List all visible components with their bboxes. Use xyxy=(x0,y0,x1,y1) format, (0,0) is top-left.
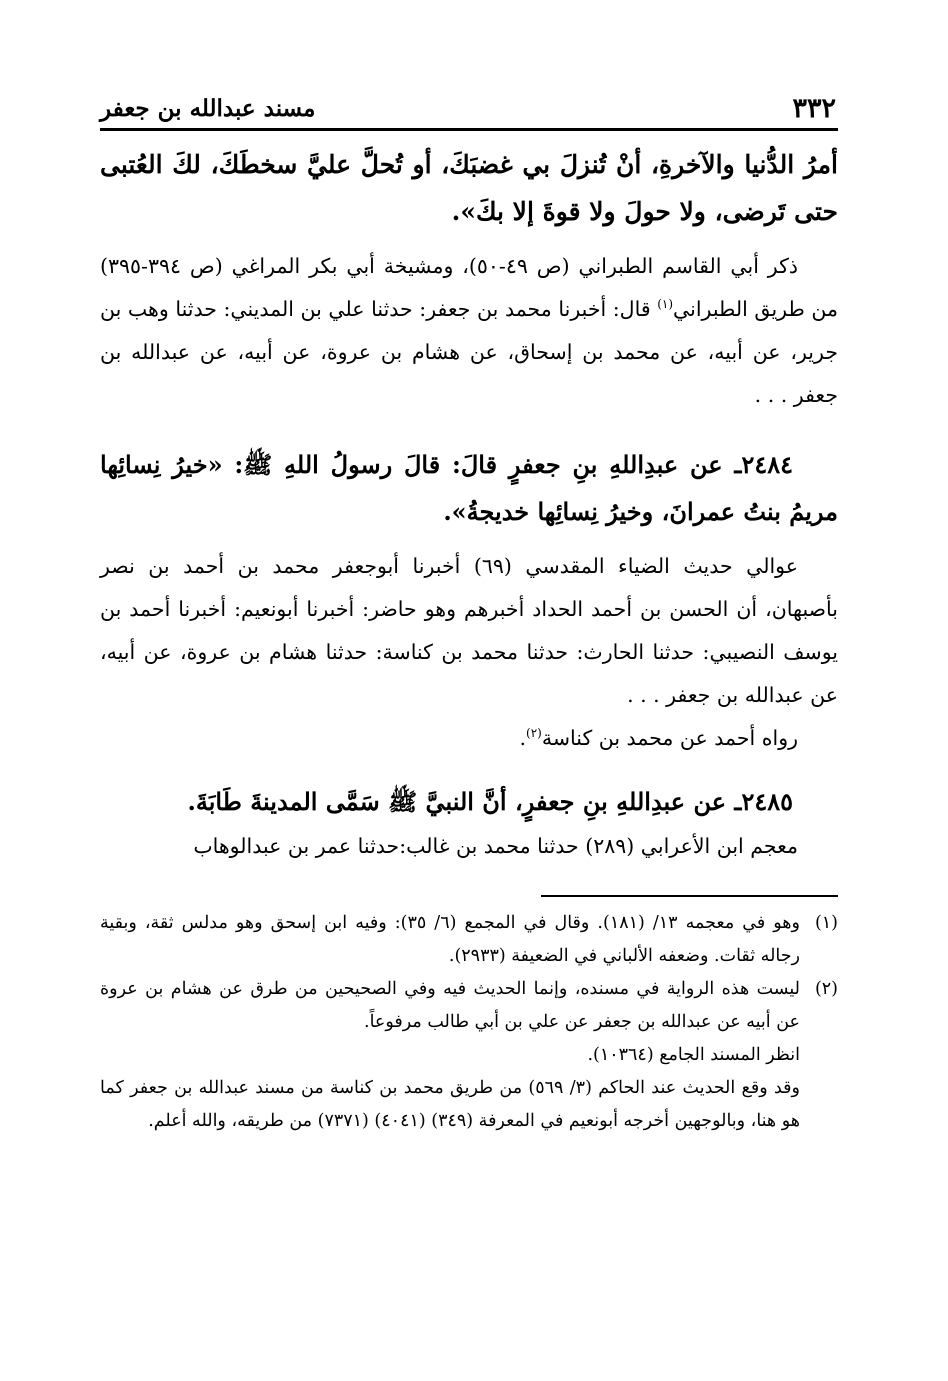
footnotes xyxy=(100,907,838,1138)
citation-text: رواه أحمد عن محمد بن كناسة xyxy=(541,726,798,750)
footnote-line: وهو في معجمه ١٣/ (١٨١). وقال في المجمع (٦/ ٣٥): وفيه ابن إسحق وهو مدلس ثقة، وبقية رجاله ثقات. وضعفه الألباني في الضعيفة (٢٩٣٣). xyxy=(100,913,800,966)
footnote-number: (١) xyxy=(814,913,838,933)
footnote-divider xyxy=(541,895,838,897)
page-number: ٣٣٢ xyxy=(792,93,836,124)
footnote-body xyxy=(100,907,800,973)
main-text xyxy=(100,141,838,868)
book-page xyxy=(100,88,838,1138)
hadith-2484: ٢٤٨٤ـ عن عبدِاللهِ بنِ جعفرٍ قالَ: قالَ رسولُ اللهِ ﷺ: «خيرُ نِسائِها مريمُ بنتُ عمرانَ، وخيرُ نِسائِها خديجةُ». xyxy=(100,450,838,526)
footnote-line: ليست هذه الرواية في مسنده، وإنما الحديث فيه وفي الصحيحين من طرق عن هشام بن عروة عن أبيه عن عبدالله بن جعفر عن علي بن أبي طالب مرفوعاً. xyxy=(100,979,800,1032)
citation-text: قال: أخبرنا محمد بن جعفر: حدثنا علي بن المديني: حدثنا وهب بن جرير، عن أبيه، عن محمد بن إسحاق، عن هشام بن عروة، عن أبيه، عن عبدالله بن جعفر . . . xyxy=(100,297,838,407)
citation-text: ذكر أبي القاسم الطبراني (ص ٤٩-٥٠)، ومشيخة أبي بكر المراغي (ص ٣٩٤-٣٩٥) من طريق الطبراني xyxy=(100,254,838,321)
citation-text: . xyxy=(519,726,527,750)
footnote-body xyxy=(100,973,800,1138)
citation-paragraph xyxy=(100,717,838,760)
footnote-number: (٢) xyxy=(814,979,838,999)
footnote-ref-1: (١) xyxy=(657,297,674,312)
footnote-ref-2: (٢) xyxy=(526,726,542,741)
footnote xyxy=(100,907,838,973)
citation-paragraph: عوالي حديث الضياء المقدسي (٦٩) أخبرنا أبوجعفر محمد بن أحمد بن نصر بأصبهان، أن الحسن بن أحمد الحداد أخبرهم وهو حاضر: أخبرنا أبونعيم: أخبرنا أحمد بن يوسف النصيبي: حدثنا الحارث: حدثنا محمد بن كناسة: حدثنا هشام بن عروة، عن أبيه، عن عبدالله بن جعفر . . . xyxy=(100,554,838,707)
running-title: مسند عبدالله بن جعفر xyxy=(100,95,316,122)
page-header xyxy=(100,88,838,131)
footnote-line: انظر المسند الجامع (١٠٣٦٤). xyxy=(587,1045,800,1065)
quote-continuation: أمرُ الدُّنيا والآخرةِ، أنْ تُنزلَ بي غضبَكَ، أو تُحلَّ عليَّ سخطَكَ، لكَ العُتبى حتى تَرضى، ولا حولَ ولا قوةَ إلا بكَ». xyxy=(100,150,838,226)
footnote-line: وقد وقع الحديث عند الحاكم (٣/ ٥٦٩) من طريق محمد بن كناسة من مسند عبدالله بن جعفر كما هو هنا، وبالوجهين أخرجه أبونعيم في المعرفة (٣٤٩) (٤٠٤١) (٧٣٧١) من طريقه، والله أعلم. xyxy=(100,1078,800,1131)
citation-paragraph: معجم ابن الأعرابي (٢٨٩) حدثنا محمد بن غالب:حدثنا عمر بن عبدالوهاب xyxy=(193,834,798,858)
hadith-2485: ٢٤٨٥ـ عن عبدِاللهِ بنِ جعفرٍ، أنَّ النبيَّ ﷺ سَمَّى المدينةَ طَابَةَ. xyxy=(187,787,793,816)
citation-paragraph xyxy=(100,245,838,417)
footnote xyxy=(100,973,838,1138)
